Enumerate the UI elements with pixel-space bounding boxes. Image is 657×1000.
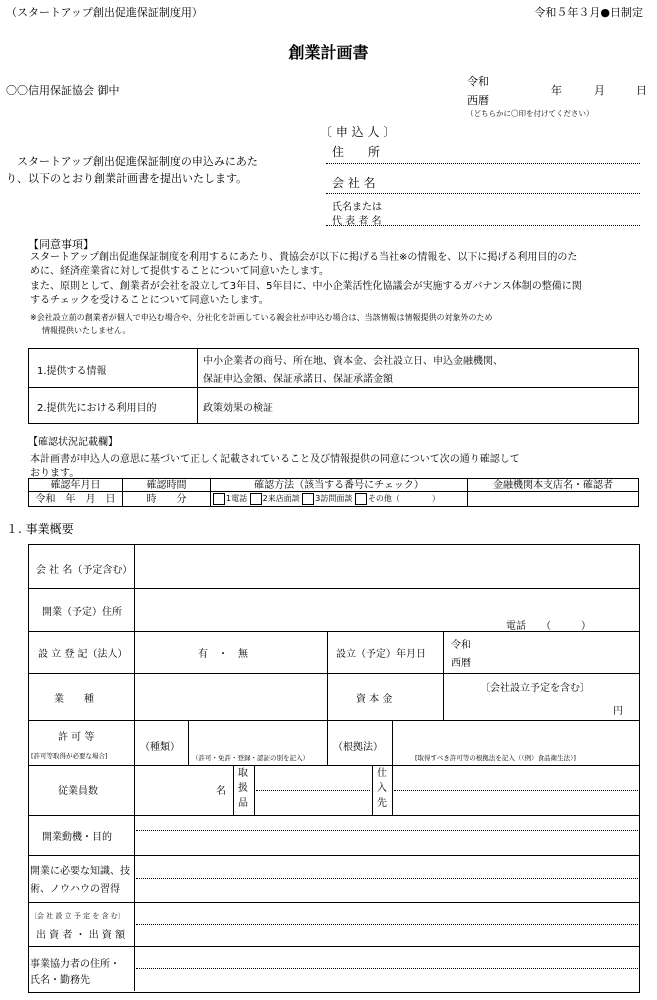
confirm-method-header: 確認方法（該当する番号にチェック） [210, 478, 468, 492]
info-value-2: 政策効果の検証 [203, 403, 273, 414]
intro-text: スタートアップ創出促進保証制度の申込みにあたり、以下のとおり創業計画書を提出いたします。 [6, 155, 258, 185]
method-visit-home-checkbox[interactable] [302, 493, 314, 505]
confirm-date-cell[interactable]: 令和 年 月 日 [28, 491, 123, 507]
info-value-1a: 中小企業者の商号、所在地、資本金、会社設立日、申込金融機関、 [203, 356, 503, 367]
license-note: [許可等取得が必要な場合] [31, 752, 108, 760]
date-era-reiwa: 令和 [467, 75, 489, 88]
info-label-cell-2 [28, 387, 198, 424]
method-visit-store-checkbox[interactable] [250, 493, 262, 505]
method-phone-label: 1電話 [226, 494, 248, 503]
cooperator-label-1: 事業協力者の住所・ [30, 959, 120, 970]
info-value-cell-2 [197, 387, 639, 424]
business-type-field[interactable] [136, 675, 325, 719]
page-title: 創業計画書 [288, 43, 369, 62]
registration-yes-no[interactable]: 有 ・ 無 [198, 649, 248, 660]
confirm-heading: 【確認状況記載欄】 [28, 437, 118, 448]
supplier-label: 仕 入 先 [377, 768, 387, 809]
license-label: 許 可 等 [58, 732, 95, 743]
established-era-reiwa: 令和 [451, 640, 471, 651]
employees-label: 従業員数 [58, 786, 98, 797]
company-name-label: 会 社 名（予定含む） [36, 565, 133, 576]
applicant-company-line[interactable] [326, 193, 640, 194]
date-year-label: 年 [551, 84, 562, 97]
business-type-label: 業 種 [54, 694, 94, 705]
enactment-date: 令和５年３月●日制定 [534, 6, 643, 19]
applicant-heading: 〔 申 込 人 〕 [320, 125, 396, 139]
confirm-method-cell [210, 491, 468, 507]
cooperator-field[interactable] [136, 948, 636, 990]
addressee: 〇〇信用保証協会 御中 [6, 84, 120, 97]
company-name-field[interactable] [136, 546, 636, 586]
motive-label: 開業動機・目的 [42, 832, 112, 843]
date-month-label: 月 [594, 84, 605, 97]
handled-goods-label: 取 扱 品 [238, 768, 248, 809]
investor-note: 〔会 社 設 立 予 定 を 含 む〕 [30, 912, 125, 920]
knowledge-field[interactable] [136, 857, 636, 901]
confirm-time-cell[interactable]: 時 分 [122, 491, 211, 507]
cooperator-label-2: 氏名・勤務先 [30, 975, 90, 986]
applicant-rep-line[interactable] [326, 225, 640, 226]
confirm-text-1: 本計画書が申込人の意思に基づいて正しく記載されていること及び情報提供の同意について次の通り確認して [30, 454, 520, 465]
applicant-rep-label-1: 氏名または [332, 202, 382, 213]
knowledge-label-1: 開業に必要な知識、技 [30, 866, 130, 877]
license-law-label: （根拠法） [333, 742, 383, 753]
applicant-company-label: 会 社 名 [332, 176, 376, 190]
form-type-note: （スタートアップ創出促進保証制度用） [6, 6, 203, 19]
date-era-seireki: 西暦 [467, 94, 489, 107]
section-1-heading: １. 事業概要 [6, 522, 74, 536]
capital-yen: 円 [613, 706, 623, 717]
capital-label: 資 本 金 [356, 694, 393, 705]
consent-note-1: ※会社設立前の創業者が個人で申込む場合や、分社化を計画している親会社が申込む場合は、当該情報は情報提供の対象外のため [30, 313, 493, 322]
info-label-1: 1.提供する情報 [37, 366, 107, 377]
license-law-note: [取得すべき許可等の根拠法を記入（（例）食品衛生法）] [415, 754, 576, 762]
employees-field[interactable] [136, 767, 216, 813]
investor-field[interactable] [136, 904, 636, 945]
applicant-address-line[interactable] [326, 163, 640, 164]
capital-note: 〔会社設立予定を含む〕 [480, 683, 590, 694]
method-other-label: その他（ ） [367, 494, 440, 503]
info-label-2: 2.提供先における利用目的 [37, 403, 157, 414]
confirm-text-2: おります。 [30, 468, 80, 479]
address-label: 開業（予定）住所 [42, 607, 122, 618]
consent-paragraph-2: また、原則として、創業者が会社を設立して3年目、5年目に、中小企業活性化協議会が実施するガバナンス体制の整備に関するチェックを受けることについて同意いたします。 [30, 281, 582, 306]
confirm-bank-cell[interactable] [467, 491, 639, 507]
registration-label: 設 立 登 記（法人） [38, 649, 128, 660]
method-other-checkbox[interactable] [355, 493, 367, 505]
method-visit-home-label: 3訪問面談 [315, 494, 353, 503]
method-visit-store-label: 2来店面談 [262, 494, 300, 503]
applicant-address-label: 住 所 [332, 145, 381, 159]
phone-label: 電話 （ ） [506, 621, 591, 632]
confirm-bank-header: 金融機関本支店名・確認者 [467, 478, 639, 492]
employees-unit: 名 [216, 786, 226, 797]
consent-note-2: 情報提供いたしません。 [42, 326, 131, 335]
info-label-cell-1 [28, 348, 198, 388]
method-phone-checkbox[interactable] [213, 493, 225, 505]
info-value-1b: 保証申込金額、保証承諾日、保証承諾金額 [203, 374, 393, 385]
investor-label: 出 資 者 ・ 出 資 額 [36, 930, 126, 941]
license-kind-note: （許可・免許・登録・認証の別を記入） [192, 754, 309, 762]
established-date-label: 設立（予定）年月日 [336, 649, 426, 660]
era-note: （どちらかに〇印を付けてください） [466, 109, 594, 118]
date-day-label: 日 [636, 84, 647, 97]
consent-heading: 【同意事項】 [28, 238, 94, 251]
established-era-seireki: 西暦 [451, 658, 471, 669]
applicant-rep-label-2: 代 表 者 名 [332, 216, 382, 227]
info-value-cell-1 [197, 348, 639, 388]
confirm-date-header: 確認年月日 [28, 478, 123, 492]
consent-paragraph-1: スタートアップ創出促進保証制度を利用するにあたり、貴協会が以下に掲げる当社※の情報を、以下に掲げる利用目的のために、経済産業省に対して提供することについて同意いたします。 [30, 252, 578, 277]
license-kind-label: （種類） [140, 742, 180, 753]
motive-field[interactable] [136, 817, 636, 853]
knowledge-label-2: 術、ノウハウの習得 [30, 884, 120, 895]
confirm-time-header: 確認時間 [122, 478, 211, 492]
